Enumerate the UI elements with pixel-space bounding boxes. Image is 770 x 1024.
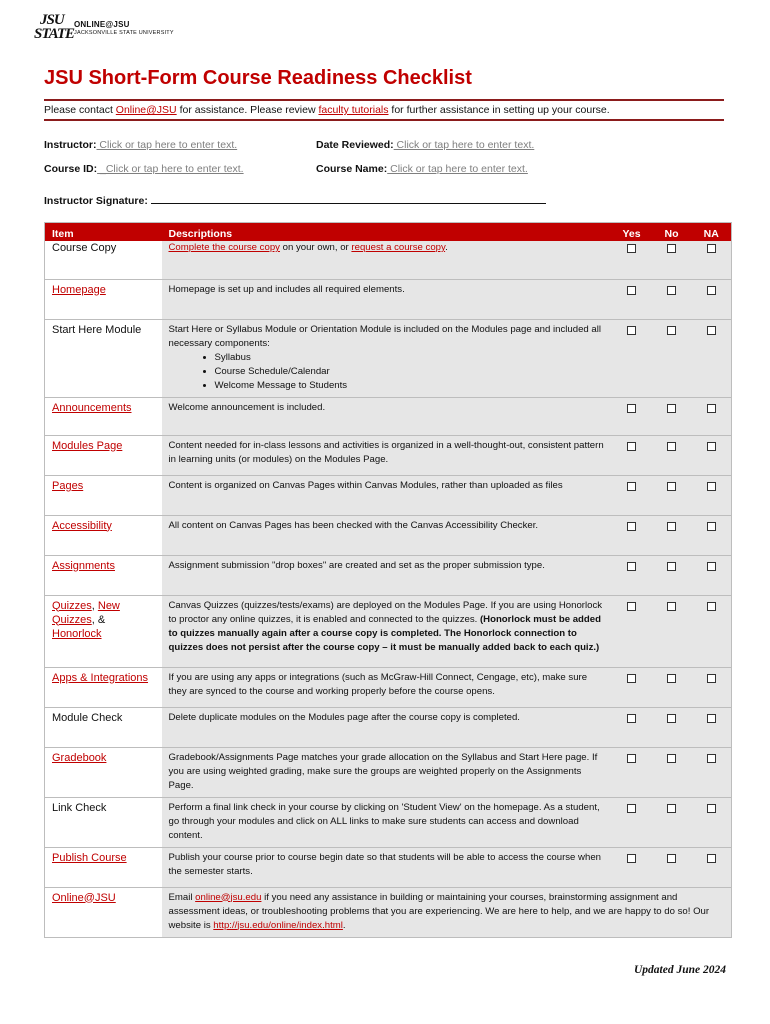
table-row <box>45 555 732 595</box>
yes-checkbox[interactable] <box>627 714 636 723</box>
table-row <box>45 397 732 435</box>
yes-checkbox[interactable] <box>627 562 636 571</box>
pages-link[interactable]: Pages <box>52 479 84 492</box>
desc-quizzes <box>162 595 612 667</box>
course-name-field <box>316 163 528 175</box>
publish-course-link[interactable]: Publish Course <box>52 851 127 864</box>
yes-checkbox[interactable] <box>627 442 636 451</box>
updated-date: Updated June 2024 <box>634 964 726 976</box>
na-checkbox[interactable] <box>707 244 716 253</box>
no-checkbox[interactable] <box>667 674 676 683</box>
table-row <box>45 747 732 797</box>
desc-modules-page: Content needed for in-class lessons and activities is organized in a well-thought-out, consistent pattern in learning units (or modules) on the Modules Page. <box>162 435 612 475</box>
logo-text <box>74 20 174 38</box>
table-row <box>45 435 732 475</box>
faculty-tutorials-link[interactable]: faculty tutorials <box>318 104 389 116</box>
yes-checkbox[interactable] <box>627 754 636 763</box>
desc-gradebook: Gradebook/Assignments Page matches your grade allocation on the Syllabus and Start Here page. If you are using weighted grading, make sure the groups are weighted properly on the Assignments Page. <box>162 747 612 797</box>
desc-quizzes-text: Canvas Quizzes (quizzes/tests/exams) are deployed on the Modules Page. If you are using Honorlock to proctor any online quizzes, it is enabled and connected to the quizzes. <box>168 599 603 625</box>
no-checkbox[interactable] <box>667 804 676 813</box>
table-row <box>45 279 732 319</box>
assignments-link[interactable]: Assignments <box>52 559 115 572</box>
na-checkbox[interactable] <box>707 404 716 413</box>
course-name-input[interactable]: Click or tap here to enter text. <box>387 163 528 175</box>
yes-checkbox[interactable] <box>627 854 636 863</box>
homepage-link[interactable]: Homepage <box>52 283 106 296</box>
yes-checkbox[interactable] <box>627 522 636 531</box>
intro-text <box>44 104 610 116</box>
table-row <box>45 707 732 747</box>
checklist-table <box>44 222 732 938</box>
modules-page-link[interactable]: Modules Page <box>52 439 123 452</box>
no-checkbox[interactable] <box>667 854 676 863</box>
item-quizzes-sep2: , & <box>91 613 106 626</box>
no-checkbox[interactable] <box>667 442 676 451</box>
desc-online-jsu <box>162 887 732 937</box>
desc-start-here-text: Start Here or Syllabus Module or Orientation Module is included on the Modules page and included all necessary components: <box>168 323 602 349</box>
yes-checkbox[interactable] <box>627 674 636 683</box>
instructor-label: Instructor: <box>44 139 97 151</box>
header-no: No <box>652 223 692 242</box>
na-checkbox[interactable] <box>707 754 716 763</box>
list-item: • Welcome Message to Students <box>215 379 605 393</box>
desc-online-jsu-pre: Email <box>168 891 196 903</box>
header-yes: Yes <box>612 223 652 242</box>
page-title: JSU Short-Form Course Readiness Checklist <box>44 67 472 89</box>
intro-mid: for assistance. Please review <box>176 104 319 116</box>
desc-homepage: Homepage is set up and includes all required elements. <box>162 279 612 319</box>
yes-checkbox[interactable] <box>627 602 636 611</box>
desc-link-check: Perform a final link check in your course by clicking on 'Student View' on the homepage. As a student, go through your modules and click on ALL links to make sure students can access and download content. <box>162 797 612 847</box>
title-divider <box>44 99 724 101</box>
desc-quizzes-bold-note: (Honorlock must be added to quizzes manually again after a course copy is completed. The Honorlock connection to quizzes does not persist after the course copy – it must be manually added back to each quiz.) <box>168 613 601 653</box>
online-email-link[interactable]: online@jsu.edu <box>195 891 262 903</box>
desc-online-jsu-end: . <box>342 919 346 931</box>
no-checkbox[interactable] <box>667 482 676 491</box>
honorlock-link[interactable]: Honorlock <box>52 627 102 640</box>
table-row <box>45 241 732 279</box>
desc-assignments: Assignment submission "drop boxes" are created and set as the proper submission type. <box>162 555 612 595</box>
desc-start-here-module <box>162 319 612 397</box>
table-row <box>45 797 732 847</box>
table-row <box>45 887 732 937</box>
jsu-logo <box>34 14 174 44</box>
table-row <box>45 515 732 555</box>
request-course-copy-link[interactable]: request a course copy <box>351 242 446 253</box>
no-checkbox[interactable] <box>667 286 676 295</box>
desc-module-check: Delete duplicate modules on the Modules page after the course copy is completed. <box>162 707 612 747</box>
start-here-components-list <box>169 351 605 393</box>
header-descriptions: Descriptions <box>162 223 612 242</box>
na-checkbox[interactable] <box>707 442 716 451</box>
na-checkbox[interactable] <box>707 522 716 531</box>
apps-integrations-link[interactable]: Apps & Integrations <box>52 671 149 684</box>
course-name-label: Course Name: <box>316 163 388 175</box>
yes-checkbox[interactable] <box>627 244 636 253</box>
course-id-label: Course ID: <box>44 163 98 175</box>
course-id-field <box>44 163 244 175</box>
no-checkbox[interactable] <box>667 326 676 335</box>
signature-line[interactable] <box>151 194 546 204</box>
date-reviewed-label: Date Reviewed: <box>316 139 394 151</box>
table-row <box>45 319 732 397</box>
na-checkbox[interactable] <box>707 804 716 813</box>
na-checkbox[interactable] <box>707 326 716 335</box>
no-checkbox[interactable] <box>667 602 676 611</box>
item-quizzes <box>45 595 162 667</box>
desc-course-copy <box>162 241 612 279</box>
list-item: • Course Schedule/Calendar <box>215 365 605 379</box>
desc-course-copy-end: . <box>445 242 448 253</box>
desc-course-copy-mid: on your own, or <box>279 242 352 253</box>
table-row <box>45 475 732 515</box>
na-checkbox[interactable] <box>707 482 716 491</box>
instructor-field <box>44 139 237 151</box>
item-course-copy: Course Copy <box>45 241 162 279</box>
instructor-input[interactable]: Click or tap here to enter text. <box>96 139 238 151</box>
yes-checkbox[interactable] <box>627 326 636 335</box>
signature-label: Instructor Signature: <box>44 195 148 207</box>
online-jsu-link[interactable]: Online@JSU <box>115 104 177 116</box>
na-checkbox[interactable] <box>707 562 716 571</box>
gradebook-link[interactable]: Gradebook <box>52 751 107 764</box>
logo-line2: JACKSONVILLE STATE UNIVERSITY <box>74 30 174 36</box>
intro-divider <box>44 119 724 121</box>
desc-apps-integrations: If you are using any apps or integrations (such as McGraw-Hill Connect, Cengage, etc), make sure they are synced to the course and working properly before the course opens. <box>162 667 612 707</box>
no-checkbox[interactable] <box>667 754 676 763</box>
complete-course-copy-link[interactable]: Complete the course copy <box>168 242 280 253</box>
table-header-row <box>45 223 732 242</box>
logo-mark-line1: JSU <box>40 12 64 28</box>
table-row <box>45 667 732 707</box>
no-checkbox[interactable] <box>667 562 676 571</box>
item-module-check: Module Check <box>45 707 162 747</box>
no-checkbox[interactable] <box>667 404 676 413</box>
course-id-input[interactable]: _Click or tap here to enter text. <box>97 163 244 175</box>
date-reviewed-field <box>316 139 534 151</box>
na-checkbox[interactable] <box>707 854 716 863</box>
yes-checkbox[interactable] <box>627 804 636 813</box>
desc-pages: Content is organized on Canvas Pages within Canvas Modules, rather than uploaded as files <box>162 475 612 515</box>
na-checkbox[interactable] <box>707 674 716 683</box>
intro-pre: Please contact <box>44 104 116 116</box>
na-checkbox[interactable] <box>707 714 716 723</box>
new-quizzes-link[interactable]: New Quizzes <box>52 599 120 626</box>
announcements-link[interactable]: Announcements <box>52 401 132 414</box>
yes-checkbox[interactable] <box>627 286 636 295</box>
accessibility-link[interactable]: Accessibility <box>52 519 112 532</box>
jsu-state-logo-mark <box>34 12 75 44</box>
na-checkbox[interactable] <box>707 602 716 611</box>
no-checkbox[interactable] <box>667 522 676 531</box>
list-item: • Syllabus <box>215 351 605 365</box>
desc-online-jsu-mid: if you need any assistance in building or maintaining your courses, brainstorming assignment and assessment ideas, or troubleshooting problems that you are experiencing. We are here to help, and we are happy to do so! Our website is <box>168 891 710 931</box>
logo-line1: ONLINE@JSU <box>74 20 130 29</box>
no-checkbox[interactable] <box>667 714 676 723</box>
item-quizzes-sep1: , <box>91 599 98 612</box>
item-link-check: Link Check <box>45 797 162 847</box>
desc-announcements: Welcome announcement is included. <box>162 397 612 435</box>
item-start-here-module: Start Here Module <box>45 319 162 397</box>
desc-accessibility: All content on Canvas Pages has been checked with the Canvas Accessibility Checker. <box>162 515 612 555</box>
yes-checkbox[interactable] <box>627 404 636 413</box>
no-checkbox[interactable] <box>667 244 676 253</box>
date-reviewed-input[interactable]: Click or tap here to enter text. <box>393 139 535 151</box>
header-na: NA <box>692 223 732 242</box>
online-website-link[interactable]: http://jsu.edu/online/index.html <box>213 919 343 931</box>
desc-publish-course: Publish your course prior to course begin date so that students will be able to access the course when the semester starts. <box>162 847 612 887</box>
quizzes-link[interactable]: Quizzes <box>52 599 92 612</box>
header-item: Item <box>45 223 162 242</box>
online-jsu-item-link[interactable]: Online@JSU <box>52 891 116 904</box>
table-row <box>45 595 732 667</box>
table-row <box>45 847 732 887</box>
na-checkbox[interactable] <box>707 286 716 295</box>
yes-checkbox[interactable] <box>627 482 636 491</box>
signature-field <box>44 194 546 207</box>
intro-post: for further assistance in setting up your course. <box>388 104 610 116</box>
logo-mark-line2: STATE <box>34 26 75 42</box>
